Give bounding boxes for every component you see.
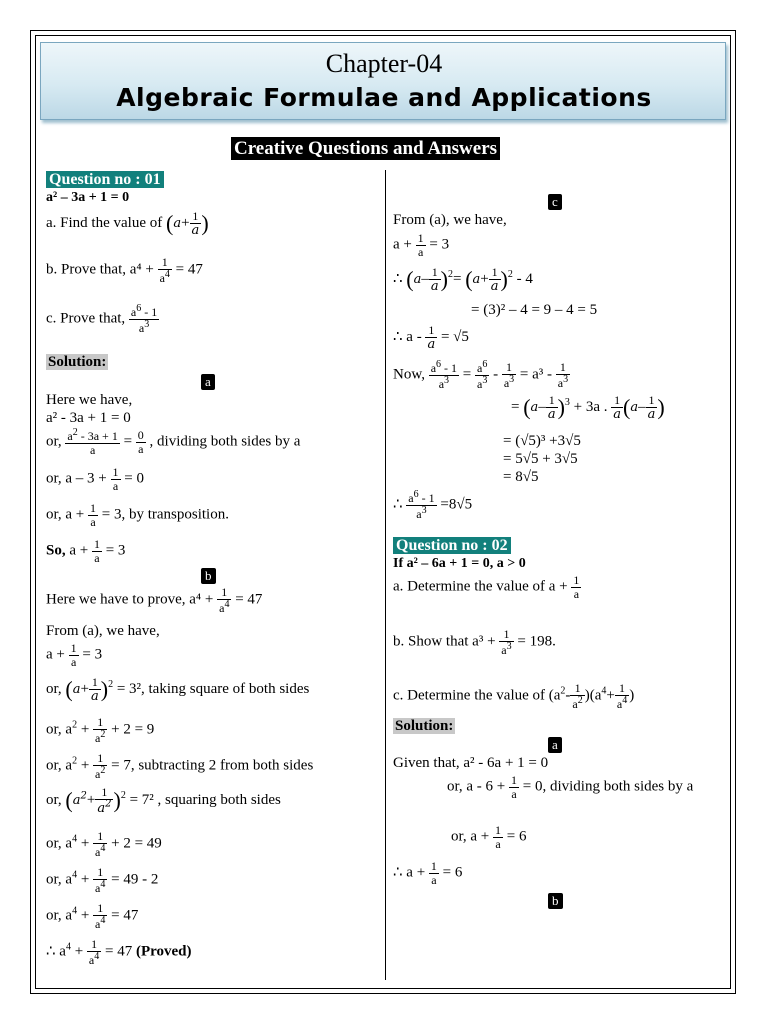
question-1-heading: Question no : 01 bbox=[46, 171, 164, 188]
q1-badge-a: a bbox=[201, 374, 215, 390]
q2-sol-text: ∴ a + bbox=[393, 864, 426, 881]
q1-sol-line: or, $a^4$ + $\frac{1}{a^4}$ + 2 = 49 bbox=[46, 829, 162, 859]
q1-part-b-text: b. Prove that, a⁴ + bbox=[46, 261, 154, 278]
q2-sol-line: ∴ a + $\frac{1}{a}$ = 6 bbox=[393, 859, 463, 887]
q1-sol-line: or, (a+ $\frac{1}{a}$ )$^2$ = 3², taking square of both sides bbox=[46, 675, 310, 704]
q1-sol-text: = 3², taking square of both sides bbox=[116, 681, 310, 698]
q1c-line: = (a– $\frac{1}{a}$ )$^3$ + 3a . $\frac{1}{a}$ (a– $\frac{1}{a}$ ) bbox=[511, 393, 665, 422]
right-column bbox=[393, 170, 726, 980]
q1-sol-text: = 3, by transposition. bbox=[101, 506, 229, 523]
q1c-text: a + bbox=[393, 236, 412, 253]
q1-sol-line: or, a – 3 + $\frac{1}{a}$ = 0 bbox=[46, 465, 144, 493]
q1-badge-c: c bbox=[548, 194, 562, 210]
q1-sol-line: ∴ $a^4$ + $\frac{1}{a^4}$ = 47 (Proved) bbox=[46, 937, 192, 967]
q1-part-c-text: c. Prove that, bbox=[46, 310, 126, 327]
q1c-line: ∴ a - $\frac{1}{a}$ = √5 bbox=[393, 323, 469, 352]
q1c-line: = (√5)³ +3√5 bbox=[503, 433, 581, 449]
q1c-line: = (3)² – 4 = 9 – 4 = 5 bbox=[471, 302, 598, 318]
q2-part-c-text: c. Determine the value of bbox=[393, 687, 546, 704]
column-divider bbox=[385, 170, 386, 980]
chapter-number: Chapter-04 bbox=[325, 49, 443, 78]
q1-sol-line: So, a + $\frac{1}{a}$ = 3 bbox=[46, 537, 126, 565]
q2-sol-text: = 6 bbox=[506, 828, 527, 845]
q1-sol-text: = 49 - 2 bbox=[111, 871, 159, 888]
q1-part-a-text: a. Find the value of bbox=[46, 215, 163, 232]
q1-sol-line: or, a + $\frac{1}{a}$ = 3, by transposition. bbox=[46, 501, 229, 529]
q1-sol-line: or, ($a^2+$ $\frac{1}{a^2}$ )$^2$ = 7² , squaring both sides bbox=[46, 785, 281, 816]
q1-sol-text: + 2 = 9 bbox=[111, 721, 155, 738]
q1-sol-line: or, $\frac{a^2 - 3a + 1}{a}$ = $\frac{0}{a}$ , dividing both sides by a bbox=[46, 427, 301, 457]
q1-sol-line: a² - 3a + 1 = 0 bbox=[46, 410, 131, 426]
q2-badge-b: b bbox=[548, 893, 563, 909]
q1-part-c: c. Prove that, $\frac{a^6 - 1}{a^3}$ bbox=[46, 303, 158, 335]
q1c-line: a + $\frac{1}{a}$ = 3 bbox=[393, 231, 450, 259]
q1-sol-text: or, a – 3 + bbox=[46, 470, 107, 487]
section-title: Creative Questions and Answers bbox=[231, 137, 500, 160]
q1c-line: From (a), we have, bbox=[393, 212, 507, 228]
q1c-line: = 5√5 + 3√5 bbox=[503, 451, 578, 467]
q2-part-b-text: b. Show that a³ + bbox=[393, 633, 496, 650]
question-1-equation: a² – 3a + 1 = 0 bbox=[46, 190, 130, 205]
q1c-line: = 8√5 bbox=[503, 469, 539, 485]
q1-sol-line: or, $a^4$ + $\frac{1}{a^4}$ = 47 bbox=[46, 901, 139, 931]
q1-sol-text: or, a + bbox=[46, 506, 85, 523]
q1c-text: - 4 bbox=[516, 271, 533, 288]
chapter-title: Algebraic Formulae and Applications bbox=[116, 83, 652, 112]
q1-sol-text: + 2 = 49 bbox=[111, 835, 162, 852]
q1c-line: ∴ (a– $\frac{1}{a}$ )$^2$= (a+ $\frac{1}{a}$ )$^2$ - 4 bbox=[393, 265, 533, 294]
q1-badge-b: b bbox=[201, 568, 216, 584]
q1c-text: ∴ a - bbox=[393, 329, 422, 346]
q2-part-a: a. Determine the value of a + $\frac{1}{a}$ bbox=[393, 573, 580, 601]
q1-sol-line: or, $a^2$ + $\frac{1}{a^2}$ + 2 = 9 bbox=[46, 715, 155, 745]
q1-sol-line: a + $\frac{1}{a}$ = 3 bbox=[46, 641, 103, 669]
q1c-text: + 3a . bbox=[573, 399, 608, 416]
q2-part-a-text: a. Determine the value of a + bbox=[393, 578, 568, 595]
q1-sol-text: Here we have to prove, a⁴ + bbox=[46, 591, 214, 608]
q1-solution-heading: Solution: bbox=[48, 354, 107, 370]
q2-part-b: b. Show that a³ + $\frac{1}{a^3}$ = 198. bbox=[393, 627, 556, 657]
q2-part-b-tail: = 198. bbox=[517, 633, 556, 650]
q1c-text: = a³ - bbox=[519, 366, 553, 383]
q1-part-a: a. Find the value of (a+ $\frac{1}{a}$ ) bbox=[46, 209, 209, 238]
q1-sol-text: So, bbox=[46, 542, 66, 559]
q2-solution-heading: Solution: bbox=[395, 718, 454, 734]
q1-sol-line: or, $a^4$ + $\frac{1}{a^4}$ = 49 - 2 bbox=[46, 865, 159, 895]
q1c-text: =8√5 bbox=[440, 496, 473, 513]
q1-sol-line: or, $a^2$ + $\frac{1}{a^2}$ = 7, subtracting 2 from both sides bbox=[46, 751, 314, 781]
q2-sol-text: = 6 bbox=[442, 864, 463, 881]
q1-sol-line: From (a), we have, bbox=[46, 623, 160, 639]
q1-sol-line: Here we have, bbox=[46, 392, 133, 408]
left-column bbox=[46, 170, 381, 980]
q2-sol-text: or, a - 6 + bbox=[447, 778, 506, 795]
q1-sol-text: = 7, subtracting 2 from both sides bbox=[111, 757, 314, 774]
question-2-equation: If a² – 6a + 1 = 0, a > 0 bbox=[393, 556, 526, 571]
q2-sol-line: or, a - 6 + $\frac{1}{a}$ = 0, dividing both sides by a bbox=[447, 773, 694, 801]
q2-sol-line: or, a + $\frac{1}{a}$ = 6 bbox=[451, 823, 527, 851]
q2-sol-text: or, a + bbox=[451, 828, 490, 845]
proved-label: (Proved) bbox=[135, 943, 192, 960]
q1c-line: ∴ $\frac{a^6 - 1}{a^3}$ =8√5 bbox=[393, 489, 473, 521]
q1-part-b-tail: = 47 bbox=[175, 261, 203, 278]
q1-sol-text: , dividing both sides by a bbox=[149, 433, 301, 450]
q2-part-c: c. Determine the value of ($a^2-$ $\frac{1}{a^2}$ )($a^4+$ $\frac{1}{a^4}$ ) bbox=[393, 681, 635, 711]
question-2-heading: Question no : 02 bbox=[393, 537, 511, 554]
q1c-line: Now, $\frac{a^6 - 1}{a^3}$ = $\frac{a^6}{a^3}$ - $\frac{1}{a^3}$ = a³ - $\frac{1}{a^3}$ bbox=[393, 359, 569, 391]
q2-sol-text: = 0, dividing both sides by a bbox=[522, 778, 694, 795]
q2-badge-a: a bbox=[548, 737, 562, 753]
chapter-header bbox=[40, 42, 726, 120]
q1-sol-text: = 7² , squaring both sides bbox=[129, 792, 281, 809]
q1-sol-line: Here we have to prove, a⁴ + $\frac{1}{a^4}$ = 47 bbox=[46, 585, 263, 615]
q1-sol-text: = 47 bbox=[111, 907, 139, 924]
q2-sol-line: Given that, a² - 6a + 1 = 0 bbox=[393, 755, 549, 771]
q1c-text: Now, bbox=[393, 366, 425, 383]
q1-part-b: b. Prove that, a⁴ + $\frac{1}{a^4}$ = 47 bbox=[46, 255, 203, 285]
